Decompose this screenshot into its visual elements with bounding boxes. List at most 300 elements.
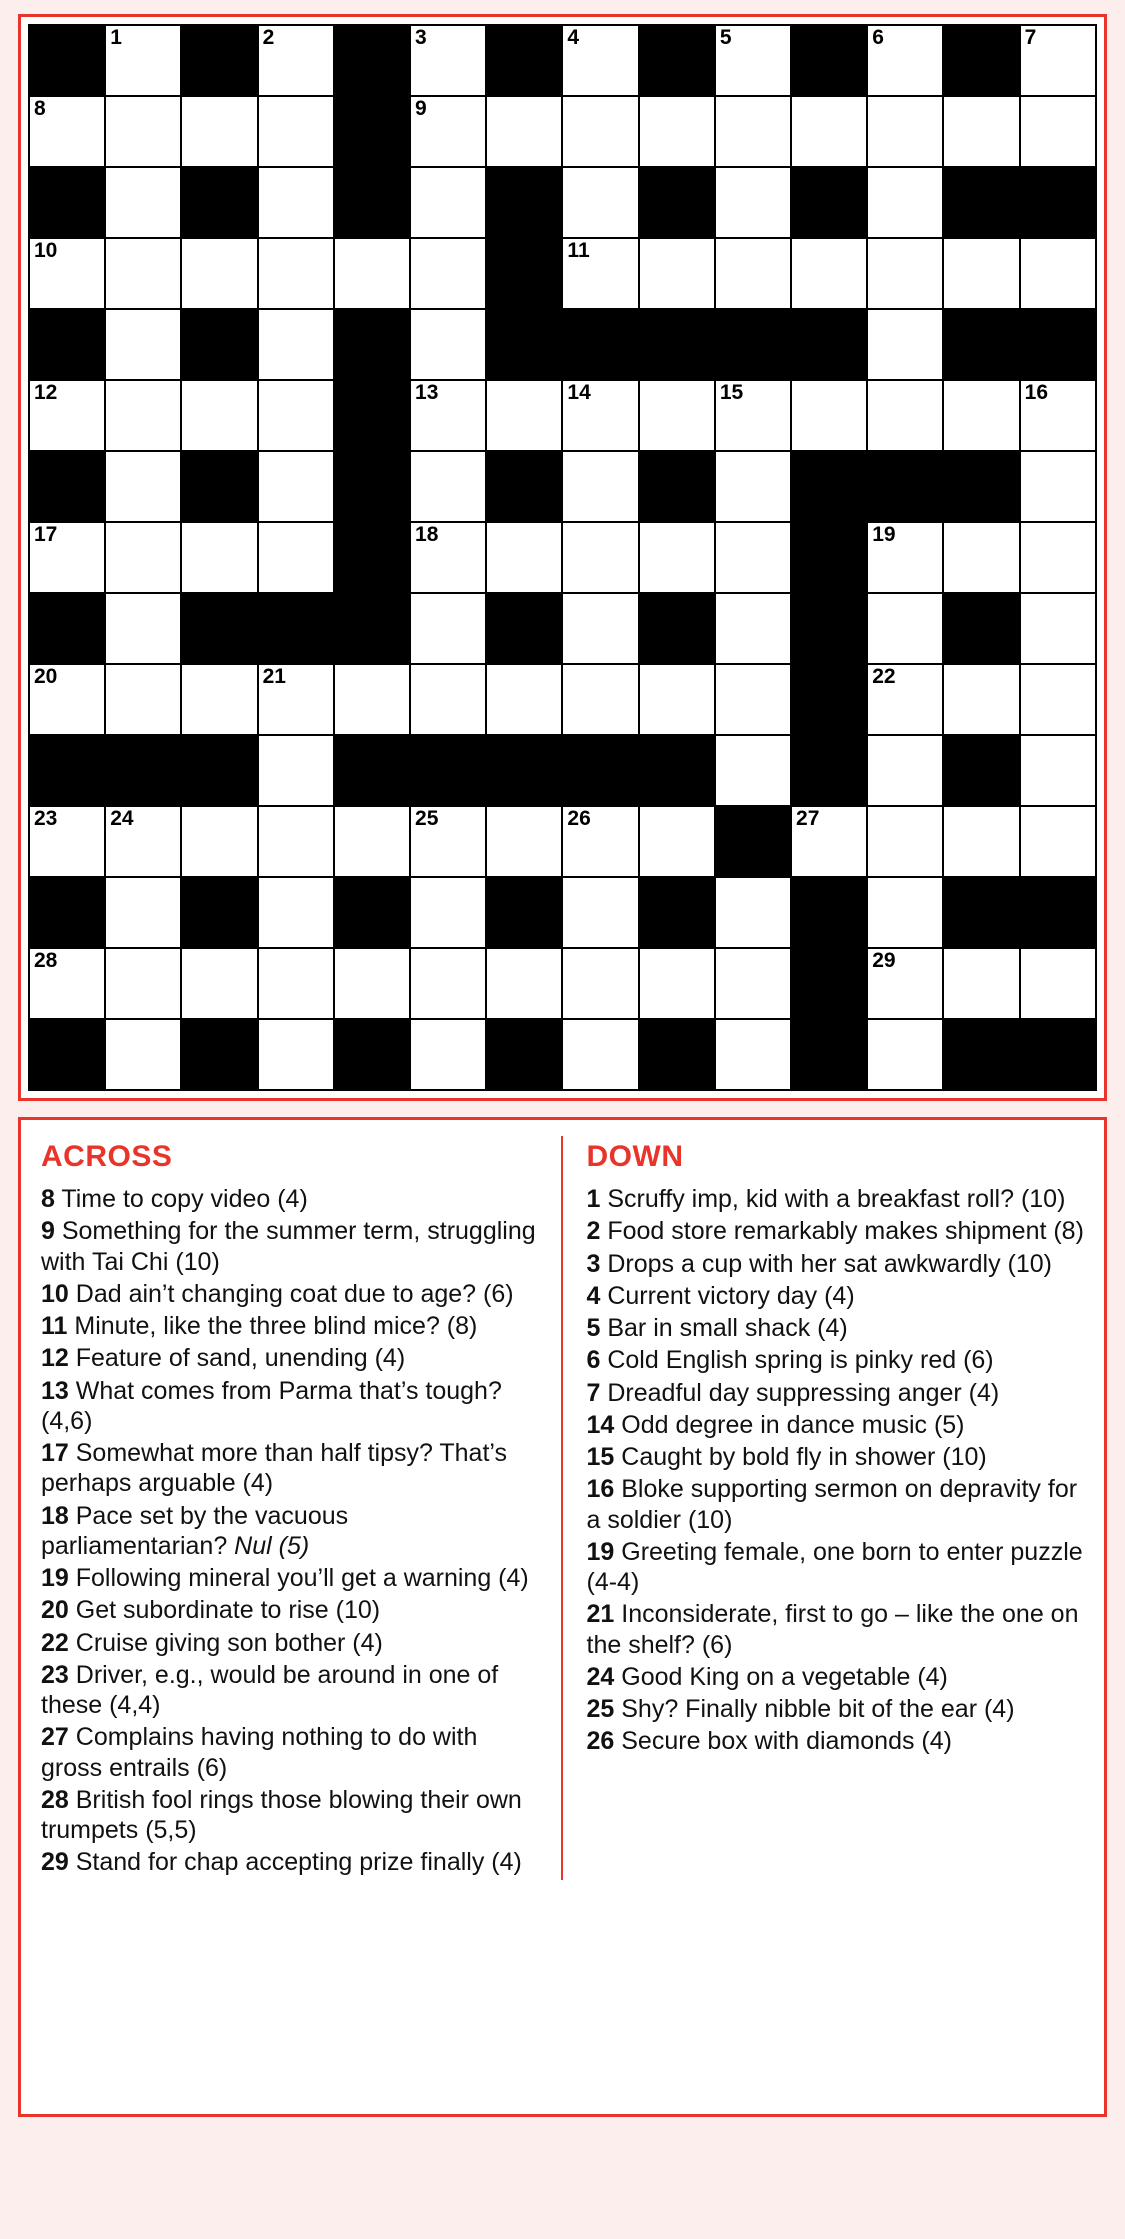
grid-block-cell xyxy=(791,735,867,806)
grid-cell[interactable] xyxy=(867,877,943,948)
grid-cell[interactable] xyxy=(639,522,715,593)
grid-block-cell xyxy=(791,664,867,735)
clue-number: 19 xyxy=(586,1537,615,1566)
clue-item[interactable] xyxy=(41,1595,541,1625)
grid-cell[interactable] xyxy=(29,948,105,1019)
grid-cell[interactable] xyxy=(715,522,791,593)
clue-number: 17 xyxy=(41,1439,69,1467)
grid-block-cell xyxy=(334,380,410,451)
grid-block-cell xyxy=(334,309,410,380)
clue-number: 7 xyxy=(586,1378,601,1407)
grid-cell[interactable] xyxy=(334,806,410,877)
clue-item[interactable] xyxy=(587,1281,1085,1311)
grid-cell-number: 2 xyxy=(262,26,275,49)
clue-item[interactable] xyxy=(41,1343,541,1373)
grid-cell-number: 23 xyxy=(34,807,58,830)
grid-cell[interactable] xyxy=(105,593,181,664)
down-clue-list xyxy=(587,1184,1085,1757)
grid-block-cell xyxy=(334,877,410,948)
grid-cell[interactable] xyxy=(715,167,791,238)
grid-cell[interactable] xyxy=(715,25,791,96)
clue-number: 20 xyxy=(41,1596,69,1625)
grid-block-cell xyxy=(639,735,715,806)
grid-cell-number: 11 xyxy=(567,239,590,262)
grid-block-cell xyxy=(29,25,105,96)
grid-cell[interactable] xyxy=(1020,380,1096,451)
grid-block-cell xyxy=(29,451,105,522)
grid-block-cell xyxy=(639,451,715,522)
grid-cell[interactable] xyxy=(791,238,867,309)
grid-block-cell xyxy=(943,25,1019,96)
grid-block-cell xyxy=(639,593,715,664)
grid-cell-number: 6 xyxy=(872,26,884,49)
clue-item[interactable] xyxy=(587,1313,1085,1343)
grid-cell[interactable] xyxy=(29,238,105,309)
clue-number: 21 xyxy=(586,1600,615,1629)
grid-block-cell xyxy=(943,735,1019,806)
grid-block-cell xyxy=(486,877,562,948)
grid-cell-number: 27 xyxy=(796,807,820,830)
grid-cell[interactable] xyxy=(715,948,791,1019)
grid-cell[interactable] xyxy=(562,948,638,1019)
grid-cell[interactable] xyxy=(105,238,181,309)
grid-cell[interactable] xyxy=(867,167,943,238)
clue-number: 12 xyxy=(41,1344,69,1373)
grid-cell[interactable] xyxy=(943,522,1019,593)
grid-cell[interactable] xyxy=(258,806,334,877)
crossword-row xyxy=(29,806,1096,877)
grid-block-cell xyxy=(486,593,562,664)
grid-cell[interactable] xyxy=(258,238,334,309)
grid-block-cell xyxy=(334,593,410,664)
grid-cell-number: 21 xyxy=(262,665,286,688)
grid-cell[interactable] xyxy=(639,238,715,309)
across-heading: ACROSS xyxy=(41,1140,173,1173)
grid-cell[interactable] xyxy=(715,96,791,167)
grid-block-cell xyxy=(486,451,562,522)
clue-text: Feature of sand, unending (4) xyxy=(68,1344,406,1373)
grid-cell[interactable] xyxy=(867,380,943,451)
clue-text: Bloke supporting sermon on depravity for a soldier (10) xyxy=(586,1475,1078,1534)
grid-cell[interactable] xyxy=(29,664,105,735)
clue-item[interactable] xyxy=(41,1847,541,1877)
clue-text: Scruffy imp, kid with a breakfast roll? (10) xyxy=(600,1185,1066,1213)
grid-cell[interactable] xyxy=(867,96,943,167)
grid-cell[interactable] xyxy=(1020,25,1096,96)
grid-cell[interactable] xyxy=(791,380,867,451)
grid-cell[interactable] xyxy=(105,1019,181,1090)
grid-block-cell xyxy=(791,451,867,522)
crossword-row xyxy=(29,238,1096,309)
clue-text: Bar in small shack (4) xyxy=(600,1314,848,1342)
grid-block-cell xyxy=(486,735,562,806)
grid-block-cell xyxy=(29,877,105,948)
grid-cell[interactable] xyxy=(943,238,1019,309)
grid-cell[interactable] xyxy=(410,593,486,664)
grid-cell-number: 26 xyxy=(567,807,591,830)
grid-cell[interactable] xyxy=(410,806,486,877)
clue-item[interactable] xyxy=(587,1537,1085,1598)
grid-cell-number: 14 xyxy=(567,381,591,404)
clue-number: 25 xyxy=(586,1695,615,1723)
grid-cell[interactable] xyxy=(943,664,1019,735)
grid-cell[interactable] xyxy=(258,522,334,593)
clue-item[interactable] xyxy=(587,1442,1085,1472)
grid-cell[interactable] xyxy=(867,948,943,1019)
clue-text: British fool rings those blowing their own trumpets (5,5) xyxy=(41,1785,522,1844)
grid-cell[interactable] xyxy=(715,238,791,309)
grid-cell[interactable] xyxy=(258,380,334,451)
grid-cell[interactable] xyxy=(410,380,486,451)
grid-cell[interactable] xyxy=(562,877,638,948)
clue-number: 28 xyxy=(41,1785,69,1814)
down-column xyxy=(563,1136,1085,1880)
grid-cell[interactable] xyxy=(105,167,181,238)
grid-cell[interactable] xyxy=(943,380,1019,451)
grid-cell[interactable] xyxy=(562,96,638,167)
grid-cell[interactable] xyxy=(562,380,638,451)
clue-number: 19 xyxy=(41,1564,69,1592)
grid-cell-number: 24 xyxy=(110,807,134,830)
grid-cell[interactable] xyxy=(105,96,181,167)
grid-cell[interactable] xyxy=(258,1019,334,1090)
grid-block-cell xyxy=(639,1019,715,1090)
grid-block-cell xyxy=(562,309,638,380)
grid-block-cell xyxy=(791,1019,867,1090)
grid-cell[interactable] xyxy=(410,948,486,1019)
grid-cell[interactable] xyxy=(105,380,181,451)
clue-item[interactable] xyxy=(587,1345,1085,1375)
grid-cell-number: 1 xyxy=(110,26,122,49)
grid-cell[interactable] xyxy=(867,309,943,380)
grid-cell[interactable] xyxy=(562,522,638,593)
grid-block-cell xyxy=(791,877,867,948)
clue-text: Caught by bold fly in shower (10) xyxy=(614,1443,987,1471)
grid-cell[interactable] xyxy=(181,96,257,167)
grid-cell[interactable] xyxy=(29,380,105,451)
grid-cell[interactable] xyxy=(258,167,334,238)
grid-cell[interactable] xyxy=(258,309,334,380)
grid-block-cell xyxy=(334,735,410,806)
grid-block-cell xyxy=(1020,309,1096,380)
grid-block-cell xyxy=(486,25,562,96)
grid-cell[interactable] xyxy=(1020,451,1096,522)
clue-item[interactable] xyxy=(587,1216,1085,1246)
grid-cell[interactable] xyxy=(639,96,715,167)
crossword-row xyxy=(29,948,1096,1019)
grid-cell[interactable] xyxy=(715,451,791,522)
clue-item[interactable] xyxy=(587,1378,1085,1408)
clue-text: Get subordinate to rise (10) xyxy=(68,1596,381,1625)
grid-block-cell xyxy=(562,735,638,806)
clue-item[interactable] xyxy=(41,1660,541,1721)
grid-block-cell xyxy=(1020,1019,1096,1090)
grid-cell[interactable] xyxy=(105,664,181,735)
grid-cell[interactable] xyxy=(867,664,943,735)
grid-block-cell xyxy=(791,167,867,238)
grid-block-cell xyxy=(29,593,105,664)
grid-cell-number: 28 xyxy=(34,949,58,972)
clue-number: 22 xyxy=(41,1628,69,1657)
clue-item[interactable] xyxy=(41,1184,541,1214)
grid-block-cell xyxy=(943,451,1019,522)
grid-cell[interactable] xyxy=(486,664,562,735)
clue-item[interactable] xyxy=(41,1311,541,1341)
grid-cell[interactable] xyxy=(943,948,1019,1019)
clue-item[interactable] xyxy=(587,1249,1085,1279)
grid-cell[interactable] xyxy=(867,238,943,309)
grid-cell[interactable] xyxy=(486,806,562,877)
grid-block-cell xyxy=(334,1019,410,1090)
grid-cell[interactable] xyxy=(105,451,181,522)
clue-item[interactable] xyxy=(41,1376,541,1437)
grid-cell-number: 17 xyxy=(34,523,58,546)
grid-cell-number: 29 xyxy=(872,949,896,972)
grid-block-cell xyxy=(639,167,715,238)
clue-item[interactable] xyxy=(587,1474,1085,1535)
grid-cell[interactable] xyxy=(715,664,791,735)
grid-block-cell xyxy=(715,806,791,877)
clue-item[interactable] xyxy=(41,1501,541,1562)
grid-cell[interactable] xyxy=(105,806,181,877)
grid-cell[interactable] xyxy=(486,380,562,451)
grid-cell[interactable] xyxy=(181,238,257,309)
grid-cell-number: 9 xyxy=(415,97,427,120)
grid-block-cell xyxy=(943,877,1019,948)
crossword-row xyxy=(29,25,1096,96)
grid-cell[interactable] xyxy=(105,25,181,96)
grid-cell[interactable] xyxy=(410,309,486,380)
grid-cell[interactable] xyxy=(639,806,715,877)
clue-item[interactable] xyxy=(41,1438,541,1499)
grid-cell[interactable] xyxy=(181,664,257,735)
grid-cell[interactable] xyxy=(867,735,943,806)
grid-block-cell xyxy=(258,593,334,664)
grid-cell[interactable] xyxy=(943,806,1019,877)
grid-cell[interactable] xyxy=(791,806,867,877)
grid-cell[interactable] xyxy=(867,522,943,593)
grid-cell-number: 7 xyxy=(1024,26,1037,49)
grid-cell[interactable] xyxy=(258,96,334,167)
grid-cell[interactable] xyxy=(562,238,638,309)
clue-number: 11 xyxy=(41,1312,68,1340)
across-clue-list xyxy=(41,1184,541,1878)
grid-cell[interactable] xyxy=(410,167,486,238)
grid-cell[interactable] xyxy=(410,1019,486,1090)
clue-item[interactable] xyxy=(41,1216,541,1277)
grid-cell[interactable] xyxy=(486,948,562,1019)
grid-cell[interactable] xyxy=(867,806,943,877)
grid-cell[interactable] xyxy=(486,522,562,593)
grid-cell[interactable] xyxy=(867,593,943,664)
grid-block-cell xyxy=(943,1019,1019,1090)
clue-item[interactable] xyxy=(587,1410,1085,1440)
clue-item[interactable] xyxy=(41,1563,541,1593)
clue-text: Cold English spring is pinky red (6) xyxy=(600,1346,994,1375)
grid-cell[interactable] xyxy=(258,451,334,522)
grid-cell-number: 15 xyxy=(719,381,744,404)
grid-block-cell xyxy=(181,25,257,96)
grid-cell[interactable] xyxy=(181,522,257,593)
clue-text: Driver, e.g., would be around in one of these (4,4) xyxy=(41,1660,499,1719)
clue-number: 27 xyxy=(41,1723,69,1752)
grid-cell[interactable] xyxy=(562,25,638,96)
grid-block-cell xyxy=(486,1019,562,1090)
crossword-row xyxy=(29,593,1096,664)
grid-block-cell xyxy=(105,735,181,806)
crossword-row xyxy=(29,1019,1096,1090)
grid-cell-number: 19 xyxy=(872,523,896,546)
clue-text: Good King on a vegetable (4) xyxy=(614,1662,948,1691)
grid-cell-number: 20 xyxy=(34,665,58,688)
crossword-row xyxy=(29,735,1096,806)
grid-cell[interactable] xyxy=(562,451,638,522)
grid-block-cell xyxy=(791,25,867,96)
clue-number: 6 xyxy=(586,1346,601,1375)
grid-block-cell xyxy=(486,167,562,238)
grid-block-cell xyxy=(181,451,257,522)
grid-cell[interactable] xyxy=(1020,735,1096,806)
grid-cell[interactable] xyxy=(486,96,562,167)
grid-cell[interactable] xyxy=(29,522,105,593)
grid-cell[interactable] xyxy=(791,96,867,167)
grid-cell[interactable] xyxy=(715,877,791,948)
grid-block-cell xyxy=(715,309,791,380)
grid-cell[interactable] xyxy=(1020,664,1096,735)
grid-cell[interactable] xyxy=(105,948,181,1019)
grid-block-cell xyxy=(1020,167,1096,238)
grid-block-cell xyxy=(181,167,257,238)
grid-cell[interactable] xyxy=(1020,522,1096,593)
grid-cell[interactable] xyxy=(334,238,410,309)
grid-cell[interactable] xyxy=(410,238,486,309)
clue-number: 10 xyxy=(41,1279,69,1308)
clue-item[interactable] xyxy=(41,1785,541,1846)
crossword-row xyxy=(29,451,1096,522)
clue-item[interactable] xyxy=(41,1722,541,1783)
crossword-grid-container xyxy=(18,14,1107,1101)
grid-cell[interactable] xyxy=(867,1019,943,1090)
grid-cell[interactable] xyxy=(1020,806,1096,877)
grid-cell-number: 8 xyxy=(34,97,46,120)
clues-container xyxy=(18,1117,1107,2117)
grid-cell[interactable] xyxy=(410,451,486,522)
clue-text: Stand for chap accepting prize finally (4) xyxy=(68,1848,522,1877)
clue-number: 18 xyxy=(41,1501,69,1530)
down-heading: DOWN xyxy=(586,1140,684,1173)
grid-cell[interactable] xyxy=(410,96,486,167)
clue-text: Complains having nothing to do with gross entrails (6) xyxy=(41,1723,478,1782)
grid-cell[interactable] xyxy=(410,664,486,735)
grid-cell[interactable] xyxy=(715,593,791,664)
crossword-row xyxy=(29,522,1096,593)
grid-block-cell xyxy=(791,948,867,1019)
grid-cell[interactable] xyxy=(181,806,257,877)
grid-cell[interactable] xyxy=(715,735,791,806)
grid-cell-number: 22 xyxy=(872,665,896,688)
grid-cell[interactable] xyxy=(562,806,638,877)
grid-block-cell xyxy=(486,309,562,380)
clue-item[interactable] xyxy=(41,1628,541,1658)
grid-cell[interactable] xyxy=(29,96,105,167)
clue-text: Shy? Finally nibble bit of the ear (4) xyxy=(614,1695,1015,1723)
clue-item[interactable] xyxy=(587,1694,1085,1724)
clue-text-italic: Nul (5) xyxy=(234,1531,310,1560)
grid-cell[interactable] xyxy=(181,948,257,1019)
grid-cell[interactable] xyxy=(943,96,1019,167)
crossword-grid[interactable] xyxy=(28,24,1097,1091)
grid-cell[interactable] xyxy=(1020,948,1096,1019)
clue-text: Drops a cup with her sat awkwardly (10) xyxy=(600,1249,1052,1278)
grid-cell[interactable] xyxy=(410,877,486,948)
clue-number: 3 xyxy=(586,1249,601,1278)
grid-cell[interactable] xyxy=(334,948,410,1019)
clue-item[interactable] xyxy=(587,1184,1085,1214)
grid-block-cell xyxy=(181,877,257,948)
grid-cell[interactable] xyxy=(715,1019,791,1090)
grid-block-cell xyxy=(181,309,257,380)
grid-block-cell xyxy=(791,309,867,380)
grid-cell[interactable] xyxy=(258,948,334,1019)
grid-block-cell xyxy=(639,309,715,380)
grid-cell[interactable] xyxy=(1020,96,1096,167)
grid-cell[interactable] xyxy=(105,877,181,948)
grid-cell[interactable] xyxy=(181,380,257,451)
clue-item[interactable] xyxy=(587,1599,1085,1660)
grid-cell-number: 13 xyxy=(415,381,439,404)
grid-cell[interactable] xyxy=(867,25,943,96)
clue-number: 1 xyxy=(586,1185,601,1213)
grid-cell[interactable] xyxy=(105,522,181,593)
clue-item[interactable] xyxy=(587,1662,1085,1692)
clue-text: What comes from Parma that’s tough? (4,6) xyxy=(41,1376,502,1435)
grid-cell[interactable] xyxy=(29,806,105,877)
grid-cell[interactable] xyxy=(105,309,181,380)
clue-text: Following mineral you’ll get a warning (4) xyxy=(68,1564,529,1592)
grid-cell[interactable] xyxy=(1020,238,1096,309)
clue-number: 8 xyxy=(41,1185,55,1213)
grid-cell[interactable] xyxy=(639,380,715,451)
clue-number: 15 xyxy=(586,1443,615,1471)
clue-text: Inconsiderate, first to go – like the one on the shelf? (6) xyxy=(586,1600,1079,1659)
grid-cell-number: 25 xyxy=(415,807,439,830)
grid-cell[interactable] xyxy=(258,877,334,948)
grid-block-cell xyxy=(943,593,1019,664)
grid-cell[interactable] xyxy=(410,25,486,96)
grid-cell[interactable] xyxy=(1020,593,1096,664)
grid-cell[interactable] xyxy=(562,167,638,238)
clue-item[interactable] xyxy=(587,1726,1085,1756)
grid-block-cell xyxy=(334,451,410,522)
grid-cell[interactable] xyxy=(258,25,334,96)
clue-text: Food store remarkably makes shipment (8) xyxy=(600,1217,1084,1246)
grid-cell[interactable] xyxy=(639,664,715,735)
grid-cell[interactable] xyxy=(410,522,486,593)
grid-cell[interactable] xyxy=(562,1019,638,1090)
grid-block-cell xyxy=(181,735,257,806)
grid-cell-number: 4 xyxy=(567,26,580,49)
grid-cell[interactable] xyxy=(334,664,410,735)
grid-cell[interactable] xyxy=(562,593,638,664)
grid-cell[interactable] xyxy=(715,380,791,451)
grid-block-cell xyxy=(334,167,410,238)
clue-item[interactable] xyxy=(41,1279,541,1309)
grid-cell[interactable] xyxy=(562,664,638,735)
grid-cell[interactable] xyxy=(639,948,715,1019)
grid-cell-number: 10 xyxy=(34,239,58,262)
grid-cell[interactable] xyxy=(258,664,334,735)
grid-cell[interactable] xyxy=(258,735,334,806)
